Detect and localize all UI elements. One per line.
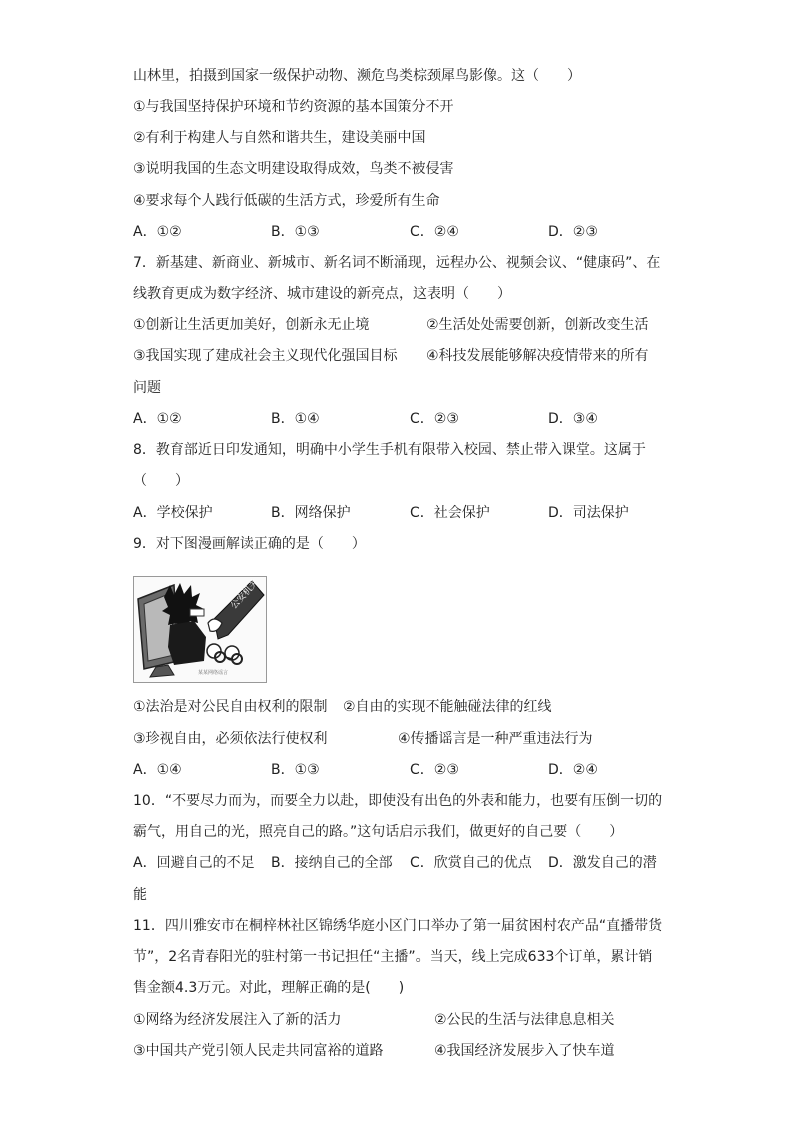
q6-option-a: A．①② bbox=[133, 224, 182, 240]
q9-stem: 9．对下图漫画解读正确的是（ ） bbox=[133, 536, 366, 552]
cartoon-sign: 公安机关 bbox=[229, 577, 261, 612]
q9-option-c: C．②③ bbox=[410, 762, 459, 778]
q7-item-4-wrap: 问题 bbox=[133, 380, 161, 396]
q7-item-4: ④科技发展能够解决疫情带来的所有 bbox=[426, 348, 649, 364]
q7-option-d: D．③④ bbox=[548, 411, 598, 427]
q11-item-2: ②公民的生活与法律息息相关 bbox=[434, 1012, 615, 1028]
q10-option-c: C．欣赏自己的优点 bbox=[410, 855, 532, 871]
hand-left bbox=[207, 644, 221, 658]
q9-option-a: A．①④ bbox=[133, 762, 182, 778]
q9-option-b: B．①③ bbox=[271, 762, 320, 778]
q11-item-4: ④我国经济发展步入了快车道 bbox=[434, 1043, 615, 1059]
q11-item-1: ①网络为经济发展注入了新的活力 bbox=[133, 1012, 342, 1028]
q11-item-3: ③中国共产党引领人民走共同富裕的道路 bbox=[133, 1043, 384, 1059]
q6-option-d: D．②③ bbox=[548, 224, 598, 240]
q6-stem-end: 山林里，拍摄到国家一级保护动物、濒危鸟类棕颈犀鸟影像。这（ ） bbox=[133, 68, 581, 84]
q7-item-3: ③我国实现了建成社会主义现代化强国目标 bbox=[133, 348, 398, 364]
q10-option-a: A．回避自己的不足 bbox=[133, 855, 255, 871]
q7-option-a: A．①② bbox=[133, 411, 182, 427]
q10-option-d: D．激发自己的潜 bbox=[548, 855, 657, 871]
q9-item-4: ④传播谣言是一种严重违法行为 bbox=[398, 731, 593, 747]
q9-item-2: ②自由的实现不能触碰法律的红线 bbox=[343, 699, 552, 715]
q11-stem-line-2: 节”，2名青春阳光的驻村第一书记担任“主播”。当天，线上完成633个订单，累计销 bbox=[133, 949, 653, 965]
q10-stem-line-2: 霸气，用自己的光，照亮自己的路。”这句话启示我们，做更好的自己要（ ） bbox=[133, 824, 624, 840]
q7-stem-line-2: 线教育更成为数字经济、城市建设的新亮点，这表明（ ） bbox=[133, 286, 511, 302]
q7-option-c: C．②③ bbox=[410, 411, 459, 427]
q11-stem-line-3: 售金额4.3万元。对此，理解正确的是( ) bbox=[133, 980, 405, 996]
q7-stem-line-1: 7．新基建、新商业、新城市、新名词不断涌现，远程办公、视频会议、“健康码”、在 bbox=[133, 255, 661, 271]
cartoon-caption: 某某网络谣言 bbox=[198, 670, 229, 676]
q10-option-b: B．接纳自己的全部 bbox=[271, 855, 393, 871]
q8-option-c: C．社会保护 bbox=[410, 505, 490, 521]
q6-item-3: ③说明我国的生态文明建设取得成效，鸟类不被侵害 bbox=[133, 161, 454, 177]
q8-option-d: D．司法保护 bbox=[548, 505, 629, 521]
q6-item-4: ④要求每个人践行低碳的生活方式，珍爱所有生命 bbox=[133, 193, 440, 209]
q7-option-b: B．①④ bbox=[271, 411, 320, 427]
q6-option-c: C．②④ bbox=[410, 224, 459, 240]
q10-stem-line-1: 10．“不要尽力而为，而要全力以赴，即使没有出色的外表和能力，也要有压倒一切的 bbox=[133, 793, 663, 809]
figure-body bbox=[168, 621, 206, 665]
q6-item-2: ②有利于构建人与自然和谐共生，建设美丽中国 bbox=[133, 130, 426, 146]
q8-stem-line-2: （ ） bbox=[133, 473, 189, 489]
q9-item-1: ①法治是对公民自由权利的限制 bbox=[133, 699, 328, 715]
cartoon-image bbox=[133, 576, 267, 683]
mouth-gag bbox=[190, 609, 204, 616]
q6-option-b: B．①③ bbox=[271, 224, 320, 240]
q10-option-d-wrap: 能 bbox=[133, 887, 147, 903]
q7-item-1: ①创新让生活更加美好，创新永无止境 bbox=[133, 317, 370, 333]
q8-option-b: B．网络保护 bbox=[271, 505, 351, 521]
q11-stem-line-1: 11．四川雅安市在桐梓林社区锦绣华庭小区门口举办了第一届贫困村农产品“直播带货 bbox=[133, 918, 663, 934]
q9-option-d: D．②④ bbox=[548, 762, 598, 778]
q7-item-2: ②生活处处需要创新，创新改变生活 bbox=[426, 317, 649, 333]
q8-stem-line-1: 8．教育部近日印发通知，明确中小学生手机有限带入校园、禁止带入课堂。这属于 bbox=[133, 442, 646, 458]
q6-item-1: ①与我国坚持保护环境和节约资源的基本国策分不开 bbox=[133, 99, 454, 115]
q9-item-3: ③珍视自由，必须依法行使权利 bbox=[133, 731, 328, 747]
q8-option-a: A．学校保护 bbox=[133, 505, 213, 521]
